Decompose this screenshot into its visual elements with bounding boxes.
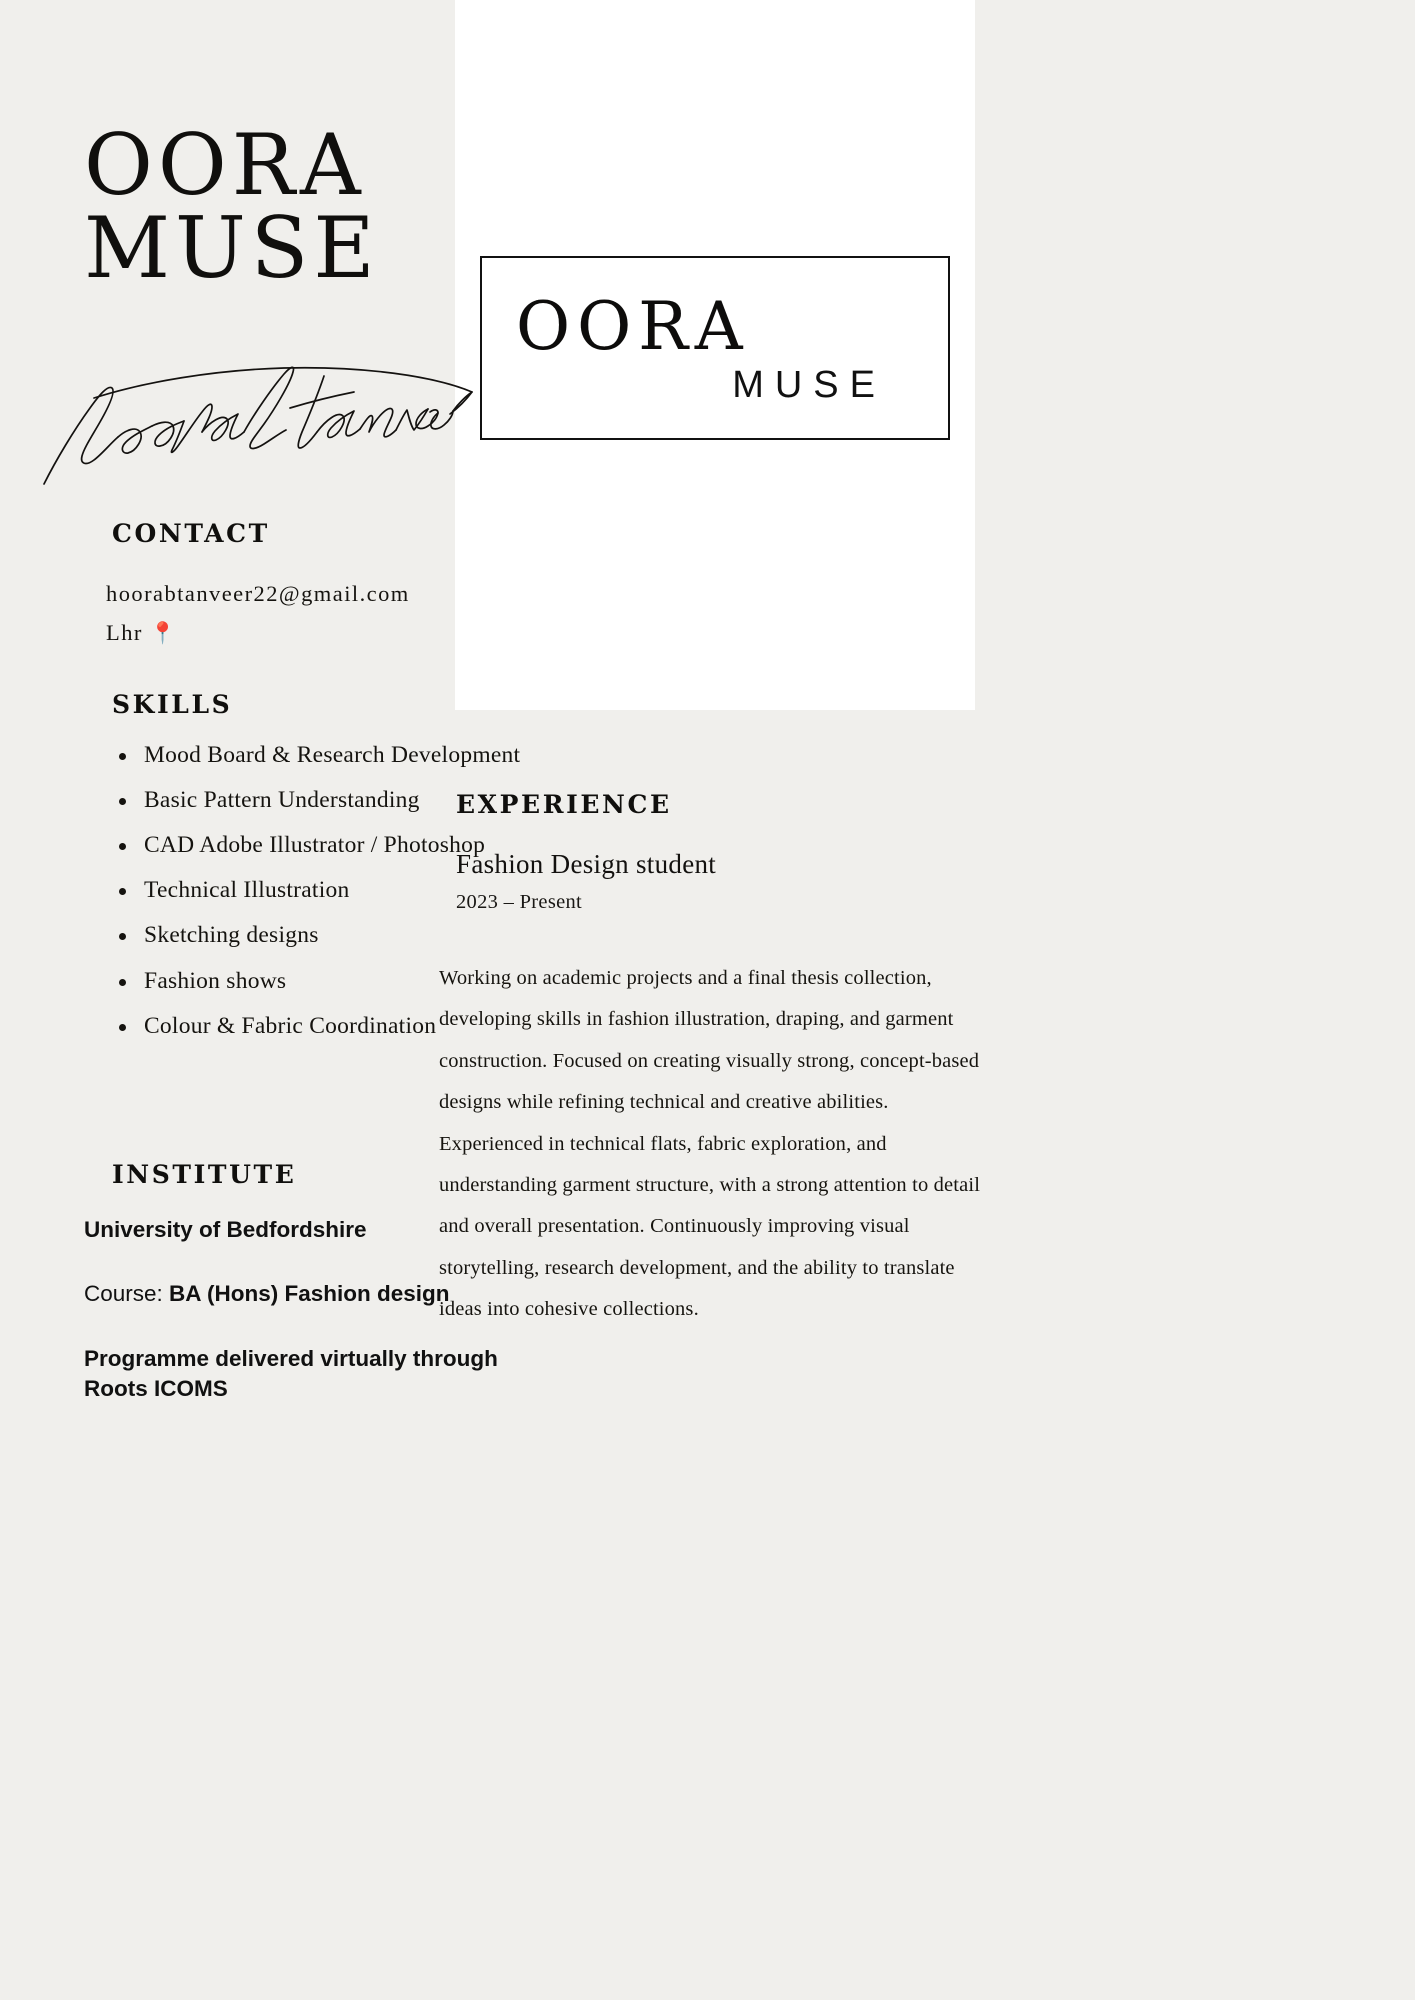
contact-details	[106, 575, 512, 652]
brand-wordmark	[84, 116, 380, 298]
list-item: Sketching designs	[139, 913, 532, 958]
contact-email[interactable]: hoorabtanveer22@gmail.com	[106, 581, 410, 606]
handwritten-signature	[34, 352, 484, 492]
brand-line2: MUSE	[84, 199, 380, 298]
list-item: Technical Illustration	[139, 868, 532, 913]
round-pushpin-icon: 📍	[149, 620, 177, 645]
experience-job-title: Fashion Design student	[456, 849, 717, 879]
skills-heading: SKILLS	[112, 690, 233, 719]
institute-name: University of Bedfordshire	[84, 1217, 367, 1242]
logo-card-line2: MUSE	[732, 364, 886, 406]
list-item: Fashion shows	[139, 959, 532, 1004]
institute-heading: INSTITUTE	[112, 1160, 297, 1189]
experience-job-dates: 2023 – Present	[456, 891, 583, 913]
contact-location	[106, 614, 512, 653]
contact-section	[106, 519, 512, 652]
list-item: Basic Pattern Understanding	[139, 778, 532, 823]
contact-heading: CONTACT	[112, 519, 270, 548]
experience-section	[439, 790, 1001, 1321]
contact-location-label: Lhr	[106, 619, 143, 645]
logo-card-line1: OORA	[516, 288, 750, 365]
logo-card	[480, 256, 950, 440]
experience-heading: EXPERIENCE	[456, 790, 672, 819]
list-item: Colour & Fabric Coordination	[139, 1004, 532, 1049]
list-item: Mood Board & Research Development	[139, 733, 532, 778]
institute-course-value: BA (Hons) Fashion design	[169, 1281, 450, 1307]
list-item: CAD Adobe Illustrator / Photoshop	[139, 823, 532, 868]
brand-line1: OORA	[84, 116, 366, 214]
institute-course-label: Course:	[84, 1281, 170, 1307]
institute-delivery: Programme delivered virtually through Roots ICOMS	[84, 1345, 498, 1402]
experience-job-summary: Working on academic projects and a final thesis collection, developing skills in fashion illustration, draping, and garment construction. Focused on creating visually strong, concept-based designs while refining technical and creative abilities. Experienced in technical flats, fabric exploration, and understanding garment structure, with a strong attention to detail and overall presentation. Continuously improving visual storytelling, research development, and the ability to translate ideas into cohesive collections.	[439, 967, 981, 1321]
